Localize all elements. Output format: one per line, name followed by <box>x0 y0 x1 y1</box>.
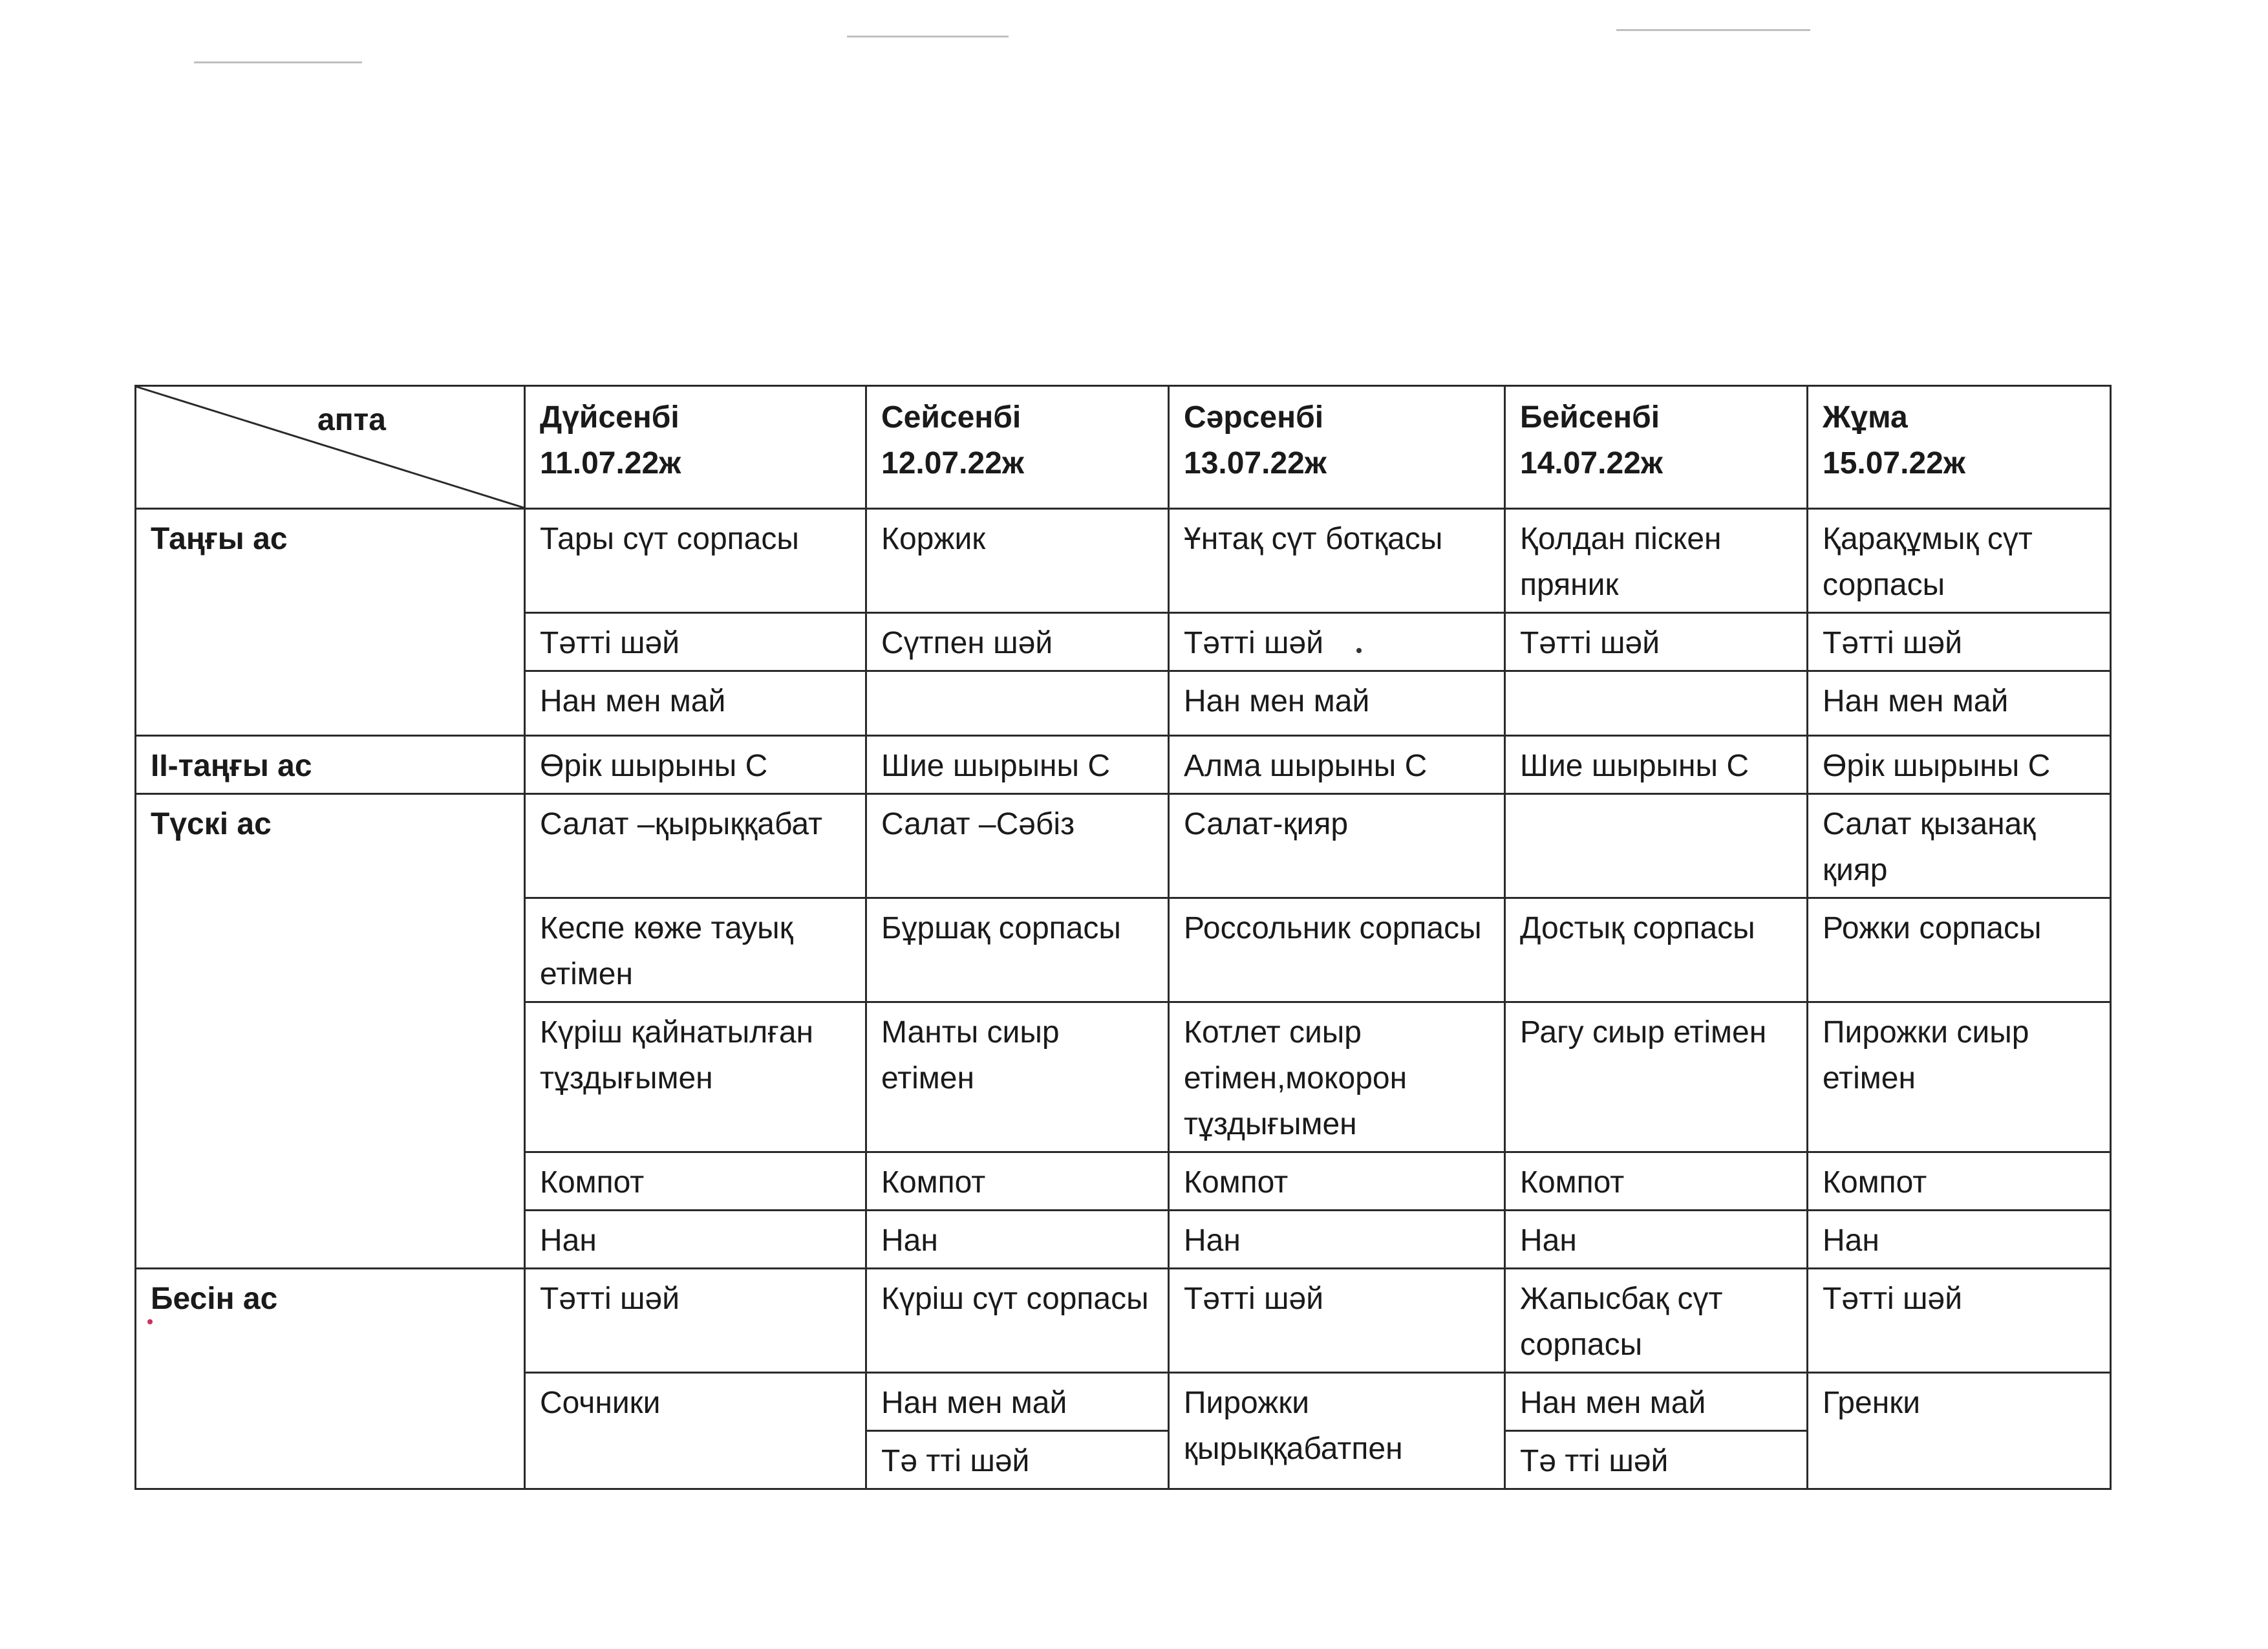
scan-artifact <box>194 61 362 63</box>
day-name: Жұма <box>1823 400 1908 435</box>
menu-cell: Манты сиыр етімен <box>866 1002 1169 1152</box>
menu-cell: Бұршақ сорпасы <box>866 898 1169 1002</box>
menu-cell: Тәтті шәй <box>1505 613 1808 671</box>
table-row <box>136 736 2111 794</box>
meal-label-afternoon: Бесін ас <box>136 1269 525 1489</box>
menu-cell: Ұнтақ сүт ботқасы <box>1169 509 1505 613</box>
day-name: Сәрсенбі <box>1184 400 1324 435</box>
day-header-monday <box>525 386 866 509</box>
day-header-wednesday <box>1169 386 1505 509</box>
menu-cell: Нан <box>525 1211 866 1269</box>
menu-cell: Шие шырыны С <box>1505 736 1808 794</box>
menu-cell: Рожки сорпасы <box>1808 898 2111 1002</box>
meal-label-breakfast: Таңғы ас <box>136 509 525 736</box>
day-date: 14.07.22ж <box>1520 446 1663 480</box>
menu-cell: Нан <box>1505 1211 1808 1269</box>
menu-cell: Алма шырыны С <box>1169 736 1505 794</box>
menu-cell: Нан <box>1808 1211 2111 1269</box>
week-label: апта <box>317 403 386 437</box>
menu-cell: Салат-қияр <box>1169 794 1505 898</box>
menu-cell: Өрік шырыны С <box>525 736 866 794</box>
menu-cell: Коржик <box>866 509 1169 613</box>
menu-cell: Котлет сиыр етімен,мокорон тұздығымен <box>1169 1002 1505 1152</box>
menu-cell: Нан мен май <box>1505 1373 1808 1431</box>
table-row <box>136 509 2111 613</box>
day-header-friday <box>1808 386 2111 509</box>
menu-cell: Жапысбақ сүт сорпасы <box>1505 1269 1808 1373</box>
menu-cell: Нан мен май <box>1808 671 2111 736</box>
menu-cell: Сүтпен шәй <box>866 613 1169 671</box>
menu-cell: Компот <box>1808 1152 2111 1211</box>
menu-cell: Россольник сорпасы <box>1169 898 1505 1002</box>
menu-cell: Тәтті шәй <box>1808 1269 2111 1373</box>
menu-cell: Тәтті шәй <box>1808 613 2111 671</box>
stray-mark <box>147 1319 153 1324</box>
menu-cell: Тары сүт сорпасы <box>525 509 866 613</box>
day-name: Дүйсенбі <box>540 400 679 435</box>
menu-cell: Кеспе көже тауық етімен <box>525 898 866 1002</box>
menu-cell: Нан мен май <box>525 671 866 736</box>
menu-cell: Тә тті шәй <box>866 1431 1169 1489</box>
corner-cell <box>136 386 525 509</box>
menu-cell: Гренки <box>1808 1373 2111 1489</box>
menu-cell: Сочники <box>525 1373 866 1489</box>
menu-cell: Компот <box>1505 1152 1808 1211</box>
menu-cell: Тәтті шәй <box>525 613 866 671</box>
weekly-menu-table <box>134 385 2112 1490</box>
header-row <box>136 386 2111 509</box>
day-header-tuesday <box>866 386 1169 509</box>
table-row <box>136 1269 2111 1373</box>
meal-label-second-breakfast: ІІ-таңғы ас <box>136 736 525 794</box>
scan-artifact <box>1616 29 1810 31</box>
menu-cell: Шие шырыны С <box>866 736 1169 794</box>
menu-cell: Компот <box>866 1152 1169 1211</box>
menu-cell: Компот <box>1169 1152 1505 1211</box>
menu-cell: Нан <box>866 1211 1169 1269</box>
menu-cell: Компот <box>525 1152 866 1211</box>
menu-cell: Тәтті шәй <box>1169 1269 1505 1373</box>
menu-cell: Салат қызанақ қияр <box>1808 794 2111 898</box>
menu-cell: Қарақұмық сүт сорпасы <box>1808 509 2111 613</box>
menu-cell: Достық сорпасы <box>1505 898 1808 1002</box>
day-date: 12.07.22ж <box>881 446 1024 480</box>
menu-cell: Пирожки сиыр етімен <box>1808 1002 2111 1152</box>
menu-cell: Салат –Сәбіз <box>866 794 1169 898</box>
menu-cell <box>1505 794 1808 898</box>
day-header-thursday <box>1505 386 1808 509</box>
day-date: 15.07.22ж <box>1823 446 1965 480</box>
menu-cell: Қолдан піскен пряник <box>1505 509 1808 613</box>
menu-cell: Нан <box>1169 1211 1505 1269</box>
menu-cell: Нан мен май <box>866 1373 1169 1431</box>
menu-cell: Салат –қырыққабат <box>525 794 866 898</box>
menu-cell: Күріш сүт сорпасы <box>866 1269 1169 1373</box>
day-name: Бейсенбі <box>1520 400 1660 435</box>
menu-cell: Рагу сиыр етімен <box>1505 1002 1808 1152</box>
day-name: Сейсенбі <box>881 400 1022 435</box>
menu-cell: Тә тті шәй <box>1505 1431 1808 1489</box>
menu-cell: Күріш қайнатылған тұздығымен <box>525 1002 866 1152</box>
menu-cell: Өрік шырыны С <box>1808 736 2111 794</box>
scan-artifact <box>847 36 1009 38</box>
menu-cell: Пирожки қырыққабатпен <box>1169 1373 1505 1489</box>
table-row <box>136 794 2111 898</box>
day-date: 13.07.22ж <box>1184 446 1327 480</box>
meal-label-lunch: Түскі ас <box>136 794 525 1269</box>
day-date: 11.07.22ж <box>540 446 681 480</box>
menu-cell: Тәтті шәй <box>1169 613 1505 671</box>
menu-cell <box>1505 671 1808 736</box>
menu-cell <box>866 671 1169 736</box>
stray-mark <box>1356 648 1362 653</box>
menu-cell: Нан мен май <box>1169 671 1505 736</box>
menu-cell: Тәтті шәй <box>525 1269 866 1373</box>
